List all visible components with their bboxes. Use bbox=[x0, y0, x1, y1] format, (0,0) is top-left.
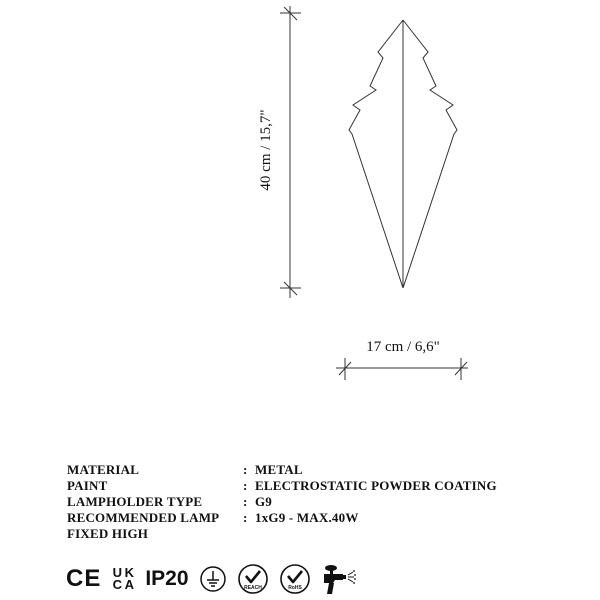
ce-mark: CE bbox=[66, 565, 102, 592]
spec-row-lampholder bbox=[67, 494, 497, 510]
spec-row-paint bbox=[67, 478, 497, 494]
spec-colon: : bbox=[243, 494, 248, 509]
ip-rating: IP20 bbox=[145, 567, 189, 590]
spec-label: PAINT bbox=[67, 478, 108, 493]
lamp-outline bbox=[349, 20, 457, 288]
ukca-letter: U bbox=[112, 565, 123, 580]
spec-row-fixed-high bbox=[67, 526, 497, 542]
spray-gun-icon bbox=[321, 563, 357, 595]
ukca-letter: A bbox=[124, 577, 135, 592]
ukca-mark bbox=[111, 567, 135, 591]
certification-marks bbox=[66, 562, 357, 596]
spec-row-material bbox=[67, 462, 497, 478]
spec-label: MATERIAL bbox=[67, 462, 140, 477]
reach-badge-icon bbox=[237, 563, 269, 595]
spec-label: FIXED HIGH bbox=[67, 526, 149, 541]
reach-badge-text: REACH bbox=[243, 585, 262, 591]
ukca-letter: C bbox=[112, 577, 123, 592]
rohs-badge-icon bbox=[279, 563, 311, 595]
height-label: 40 cm / 15,7" bbox=[258, 109, 274, 191]
ukca-letter: K bbox=[124, 565, 135, 580]
width-dimension bbox=[336, 358, 468, 380]
height-dimension bbox=[280, 6, 301, 298]
earth-ground-icon bbox=[199, 565, 227, 593]
spec-table bbox=[67, 462, 497, 542]
spec-colon: : bbox=[243, 510, 248, 525]
spec-value: ELECTROSTATIC POWDER COATING bbox=[255, 478, 497, 493]
spec-label: RECOMMENDED LAMP bbox=[67, 510, 220, 525]
width-label: 17 cm / 6,6" bbox=[366, 339, 440, 355]
spec-colon: : bbox=[243, 478, 248, 493]
spec-value: METAL bbox=[255, 462, 303, 477]
spec-row-recommended-lamp bbox=[67, 510, 497, 526]
spec-colon: : bbox=[243, 462, 248, 477]
spec-label: LAMPHOLDER TYPE bbox=[67, 494, 203, 509]
rohs-badge-text: RoHS bbox=[287, 585, 302, 591]
spec-value: G9 bbox=[255, 494, 273, 509]
spec-value: 1xG9 - MAX.40W bbox=[255, 510, 359, 525]
